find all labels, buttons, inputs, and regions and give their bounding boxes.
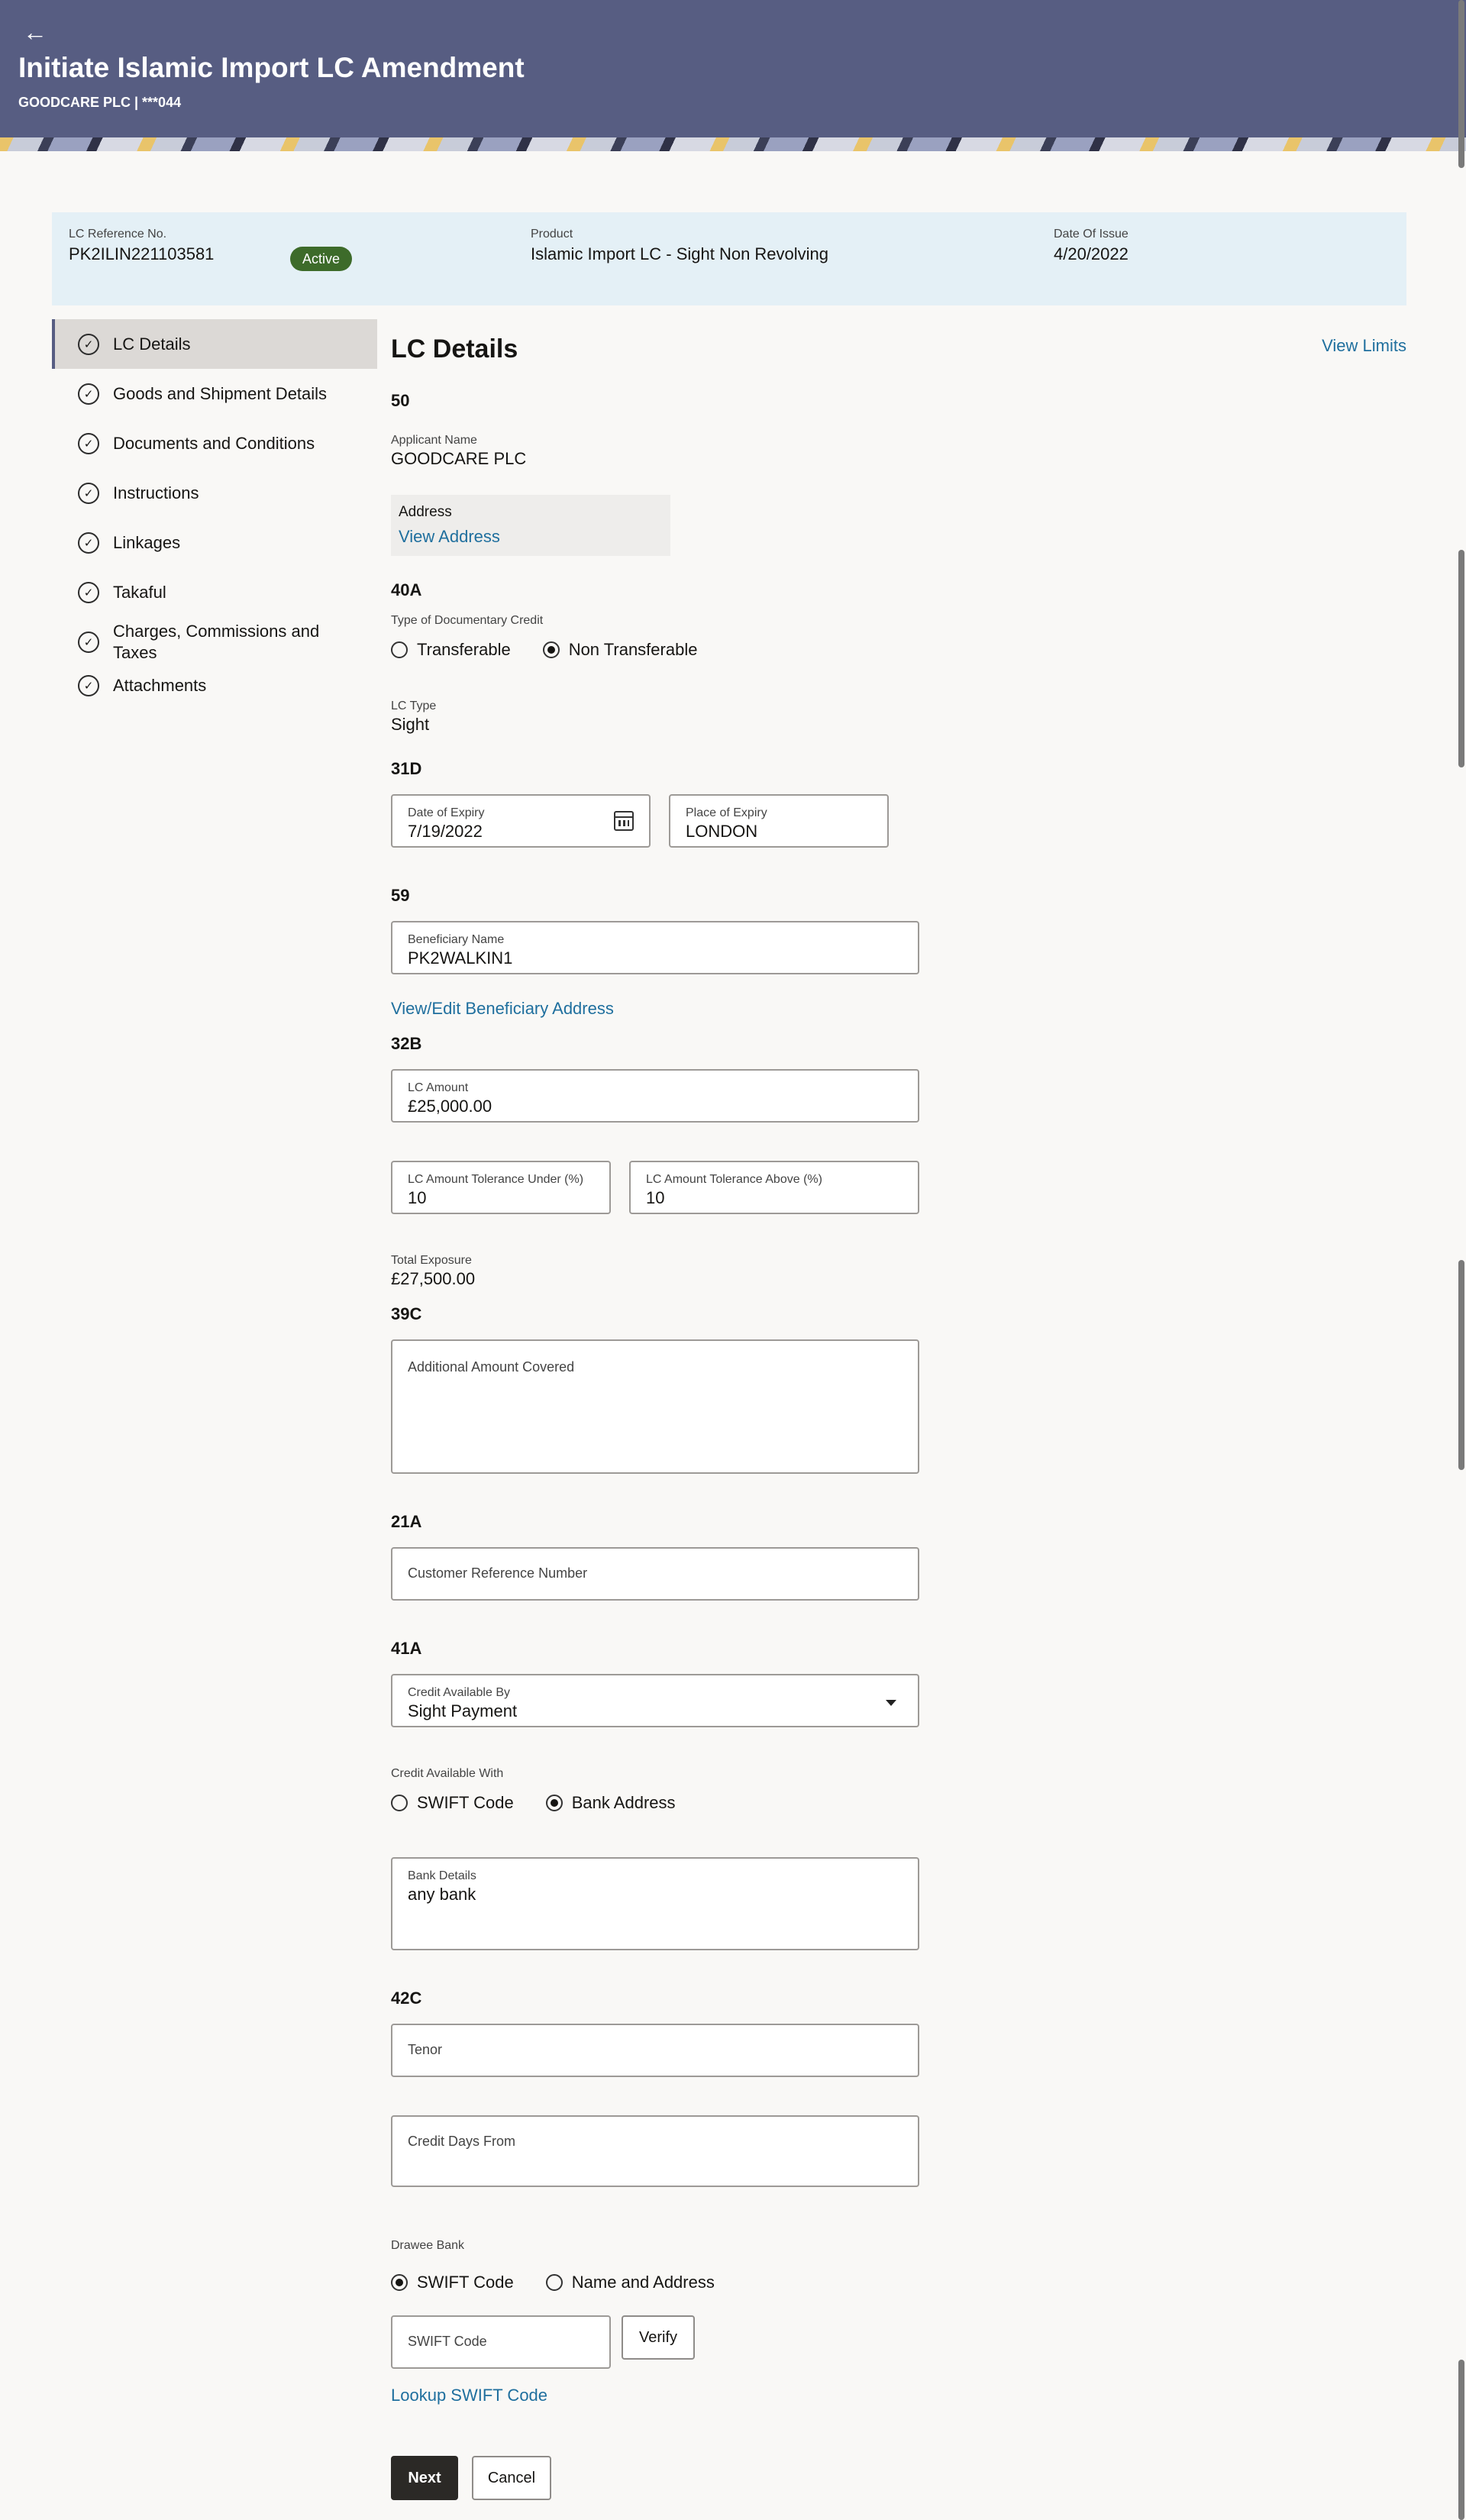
tolerance-above-value: 10 [646, 1188, 665, 1207]
drawee-swift-code-label: SWIFT Code [417, 2273, 514, 2292]
credit-days-from-placeholder: Credit Days From [408, 2134, 516, 2149]
credit-available-by-select[interactable] [391, 1674, 919, 1727]
date-of-expiry-field[interactable] [391, 794, 651, 848]
swift-code-radio[interactable] [391, 1795, 408, 1811]
page-header [0, 0, 1466, 151]
applicant-name-label: Applicant Name [391, 434, 477, 447]
credit-available-with-label: Credit Available With [391, 1767, 504, 1780]
total-exposure-value: £27,500.00 [391, 1269, 476, 1288]
tolerance-above-field[interactable] [629, 1161, 919, 1214]
credit-available-by-label: Credit Available By [408, 1686, 510, 1699]
swift-code-radio-label: SWIFT Code [417, 1793, 514, 1812]
check-circle-icon: ✓ [78, 433, 99, 454]
lc-amount-value: £25,000.00 [408, 1097, 492, 1116]
view-address-link[interactable]: View Address [399, 527, 500, 546]
status-badge: Active [290, 247, 352, 271]
credit-days-from-field[interactable] [391, 2115, 919, 2187]
place-of-expiry-value: LONDON [686, 822, 758, 841]
sidebar-item-instructions[interactable] [52, 468, 377, 518]
sidebar-item-linkages[interactable] [52, 518, 377, 567]
section-title: LC Details [391, 334, 518, 363]
verify-button[interactable]: Verify [622, 2315, 695, 2360]
additional-amount-placeholder: Additional Amount Covered [408, 1359, 575, 1375]
applicant-name-value: GOODCARE PLC [391, 449, 527, 468]
field-tag-50: 50 [391, 391, 410, 410]
additional-amount-field[interactable] [391, 1339, 919, 1474]
lc-reference-label: LC Reference No. [69, 228, 167, 241]
sidebar-item-attachments[interactable] [52, 667, 377, 704]
beneficiary-name-value: PK2WALKIN1 [408, 948, 513, 968]
date-of-expiry-label: Date of Expiry [408, 806, 485, 819]
non-transferable-radio[interactable] [543, 641, 560, 658]
beneficiary-name-label: Beneficiary Name [408, 933, 505, 946]
sidebar-item-label: Charges, Commissions and Taxes [113, 622, 320, 662]
sidebar-item-documents-conditions[interactable] [52, 418, 377, 468]
field-tag-42c: 42C [391, 1989, 422, 2008]
swift-code-placeholder: SWIFT Code [408, 2334, 487, 2349]
page-subtitle: GOODCARE PLC | ***044 [18, 95, 182, 110]
bank-address-radio-label: Bank Address [571, 1793, 676, 1812]
lc-type-label: LC Type [391, 699, 437, 712]
sidebar-nav [52, 319, 377, 704]
date-of-issue-label: Date Of Issue [1054, 228, 1129, 241]
bank-address-radio[interactable] [546, 1795, 563, 1811]
customer-reference-placeholder: Customer Reference Number [408, 1565, 588, 1581]
lc-amount-label: LC Amount [408, 1081, 469, 1094]
product-label: Product [531, 228, 573, 241]
transferable-label: Transferable [417, 640, 511, 659]
credit-available-with-radio-group [391, 1793, 676, 1813]
field-tag-39c: 39C [391, 1304, 422, 1323]
tolerance-above-label: LC Amount Tolerance Above (%) [646, 1173, 822, 1186]
customer-reference-field[interactable] [391, 1547, 919, 1601]
field-tag-40a: 40A [391, 580, 422, 599]
sidebar-item-takaful[interactable] [52, 567, 377, 617]
field-tag-59: 59 [391, 886, 410, 905]
drawee-bank-label: Drawee Bank [391, 2239, 465, 2252]
lc-type-value: Sight [391, 715, 430, 734]
doc-credit-type-radio-group [391, 640, 697, 660]
field-tag-31d: 31D [391, 759, 422, 778]
drawee-swift-code-radio[interactable] [391, 2274, 408, 2291]
scrollbar[interactable] [1457, 0, 1466, 2520]
scrollbar-thumb[interactable] [1458, 550, 1464, 767]
lc-summary [52, 212, 1406, 305]
page-title: Initiate Islamic Import LC Amendment [18, 52, 525, 83]
swift-code-input[interactable] [391, 2315, 611, 2369]
check-circle-icon: ✓ [78, 675, 99, 696]
back-arrow-icon[interactable]: ← [23, 18, 47, 46]
sidebar-item-charges[interactable] [52, 617, 377, 667]
sidebar-item-goods-shipment[interactable] [52, 369, 377, 418]
sidebar-item-label: Attachments [113, 676, 207, 695]
next-button[interactable]: Next [391, 2456, 458, 2500]
bank-details-value: any bank [408, 1885, 476, 1904]
bank-details-label: Bank Details [408, 1869, 476, 1882]
address-label: Address [399, 504, 452, 520]
sidebar-item-label: Linkages [113, 532, 181, 552]
drawee-bank-radio-group [391, 2273, 715, 2292]
sidebar-item-label: Instructions [113, 483, 199, 502]
check-circle-icon: ✓ [78, 632, 99, 653]
edit-beneficiary-address-link[interactable]: View/Edit Beneficiary Address [391, 999, 614, 1018]
non-transferable-label: Non Transferable [568, 640, 698, 659]
sidebar-item-label: Takaful [113, 582, 166, 602]
check-circle-icon: ✓ [78, 334, 99, 355]
scrollbar-thumb[interactable] [1458, 2360, 1464, 2520]
tolerance-under-field[interactable] [391, 1161, 611, 1214]
sidebar-item-label: LC Details [113, 334, 191, 354]
lc-amount-field[interactable] [391, 1069, 919, 1123]
place-of-expiry-field[interactable] [669, 794, 889, 848]
address-card [391, 495, 670, 556]
sidebar-item-label: Documents and Conditions [113, 433, 315, 453]
lc-reference-value: PK2ILIN221103581 [69, 244, 215, 263]
drawee-name-address-label: Name and Address [571, 2273, 715, 2292]
chevron-down-icon[interactable] [886, 1700, 896, 1706]
drawee-name-address-radio[interactable] [546, 2274, 563, 2291]
total-exposure-label: Total Exposure [391, 1254, 472, 1267]
doc-credit-type-label: Type of Documentary Credit [391, 614, 544, 627]
tenor-placeholder: Tenor [408, 2042, 443, 2057]
tolerance-under-value: 10 [408, 1188, 427, 1207]
field-tag-41a: 41A [391, 1639, 422, 1658]
tenor-field[interactable] [391, 2024, 919, 2077]
field-tag-21a: 21A [391, 1512, 422, 1531]
field-tag-32b: 32B [391, 1034, 422, 1053]
place-of-expiry-label: Place of Expiry [686, 806, 767, 819]
check-circle-icon: ✓ [78, 532, 99, 554]
check-circle-icon: ✓ [78, 383, 99, 405]
date-of-issue-value: 4/20/2022 [1054, 244, 1129, 263]
header-decoration [0, 137, 1466, 151]
transferable-radio[interactable] [391, 641, 408, 658]
sidebar-item-label: Goods and Shipment Details [113, 383, 328, 403]
tolerance-under-label: LC Amount Tolerance Under (%) [408, 1173, 584, 1186]
product-value: Islamic Import LC - Sight Non Revolving [531, 244, 829, 263]
scrollbar-thumb[interactable] [1458, 1260, 1464, 1470]
calendar-icon[interactable] [614, 811, 634, 831]
lookup-swift-code-link[interactable]: Lookup SWIFT Code [391, 2386, 548, 2405]
credit-available-by-value: Sight Payment [408, 1701, 518, 1720]
beneficiary-name-field[interactable] [391, 921, 919, 974]
cancel-button[interactable]: Cancel [472, 2456, 551, 2500]
bank-details-field[interactable] [391, 1857, 919, 1950]
scrollbar-thumb[interactable] [1458, 0, 1464, 168]
check-circle-icon: ✓ [78, 483, 99, 504]
view-limits-link[interactable]: View Limits [1322, 336, 1406, 355]
date-of-expiry-value: 7/19/2022 [408, 822, 483, 841]
check-circle-icon: ✓ [78, 582, 99, 603]
sidebar-item-lc-details[interactable] [52, 319, 377, 369]
